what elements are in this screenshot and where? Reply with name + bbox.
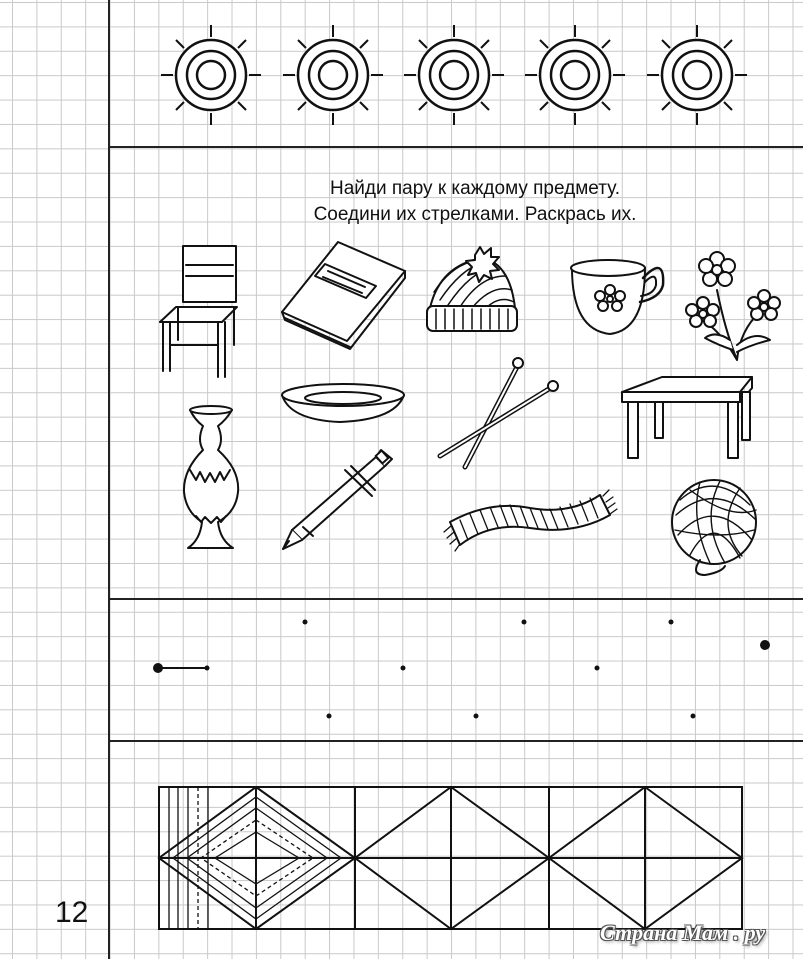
instruction-line-1: Найди пару к каждому предмету. [329,178,621,199]
watermark-logo: Страна Мам . ру [600,920,766,945]
page-number: 12 [55,896,89,929]
instruction-line-2: Соедини их стрелками. Раскрась их. [313,204,637,225]
